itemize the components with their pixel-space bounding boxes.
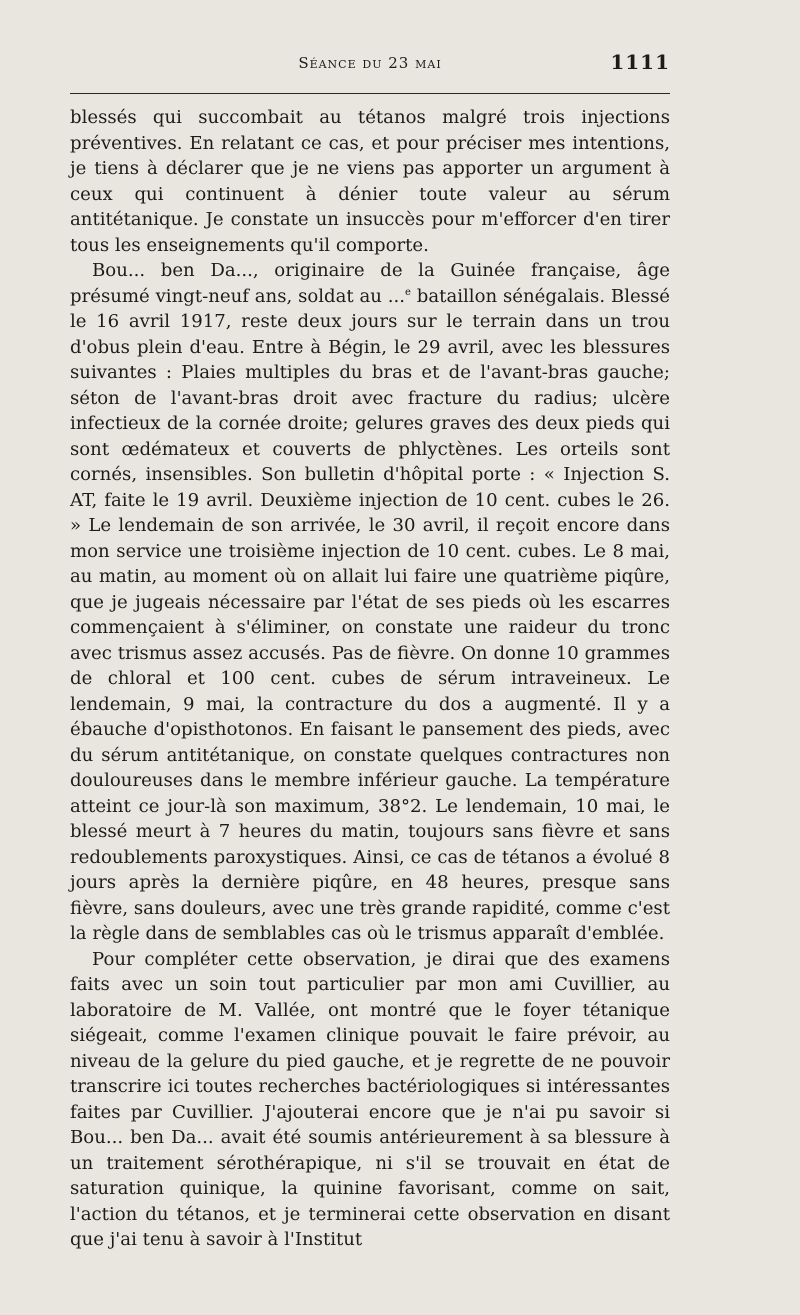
paragraph-2-rest: bataillon sénégalais. Blessé le 16 avril 1917, reste deux jours sur le terrain dans un trou d'obus plein d'eau. Entre à Bégin, le 29 avril, avec les blessures suivantes : Plaies multiples du bras et de l'avant-bras gauche; séton de l'avant-bras droit avec fracture du radius; ulcère infectieux de la cornée droite; gelures graves des deux pieds qui sont œdémateux et couverts de phlyctènes. Les orteils sont cornés, insensibles. Son bulletin d'hôpital porte : « Injection S. AT, faite le 19 avril. Deuxième injection de 10 cent. cubes le 26. » Le lendemain de son arrivée, le 30 avril, il reçoit encore dans mon service une troisième injection de 10 cent. cubes. Le 8 mai, au matin, au moment où on allait lui faire une quatrième piqûre, que je jugeais nécessaire par l'état de ses pieds où les escarres commençaient à s'éliminer, on constate une raideur du tronc avec trismus assez accusés. Pas de fièvre. On donne 10 grammes de chloral et 100 cent. cubes de sérum intraveineux. Le lendemain, 9 mai, la contracture du dos a augmenté. Il y a ébauche d'opisthotonos. En faisant le pansement des pieds, avec du sérum antitétanique, on constate quelques contractures non douloureuses dans le membre inférieur gauche. La température atteint ce jour-là son maximum, 38°2. Le lendemain, 10 mai, le blessé meurt à 7 heures du matin, toujours sans fièvre et sans redoublements paroxystiques. Ainsi, ce cas de tétanos a évolué 8 jours après la dernière piqûre, en 48 heures, presque sans fièvre, sans douleurs, avec une très grande rapidité, comme c'est la règle dans de semblables cas où le trismus apparaît d'emblée. [70,285,671,944]
paragraph-1: blessés qui succombait au tétanos malgré trois injections préventives. En relatant ce cas, et pour préciser mes intentions, je tiens à déclarer que je ne viens pas apporter un argument à ceux qui continuent à dénier toute valeur au sérum antitétanique. Je constate un insuccès pour m'efforcer d'en tirer tous les enseignements qu'il comporte. [70,107,670,256]
running-title-date: 23 [388,54,410,72]
paragraph-3: Pour compléter cette observation, je dirai que des examens faits avec un soin tout particulier par mon ami Cuvillier, au laboratoire de M. Vallée, ont montré que le foyer tétanique siégeait, comme l'examen clinique pouvait le faire prévoir, au niveau de la gelure du pied gauche, et je regrette de ne pouvoir transcrire ici toutes recherches bactériologiques si intéressantes faites par Cuvillier. J'ajouterai encore que je n'ai pu savoir si Bou... ben Da... avait été soumis antérieurement à sa blessure à un traitement sérothérapique, ni s'il se trouvait en état de saturation quinique, la quinine favorisant, comme on sait, l'action du tétanos, et je terminerai cette observation en disant que j'ai tenu à savoir à l'Institut [70,948,670,1250]
running-title-suffix: mai [409,54,442,72]
page-number: 1111 [610,50,670,74]
body-text [70,105,670,1253]
ordinal-superscript: e [405,286,411,298]
paragraph-2 [70,258,670,947]
page-header [70,48,670,78]
paragraph-2-start: Bou... ben Da..., originaire de la Guinée française, âge présumé vingt-neuf ans, soldat au ... [70,260,670,307]
header-rule [70,93,670,94]
running-title-prefix: Séance du [298,54,389,72]
running-title [70,54,670,72]
